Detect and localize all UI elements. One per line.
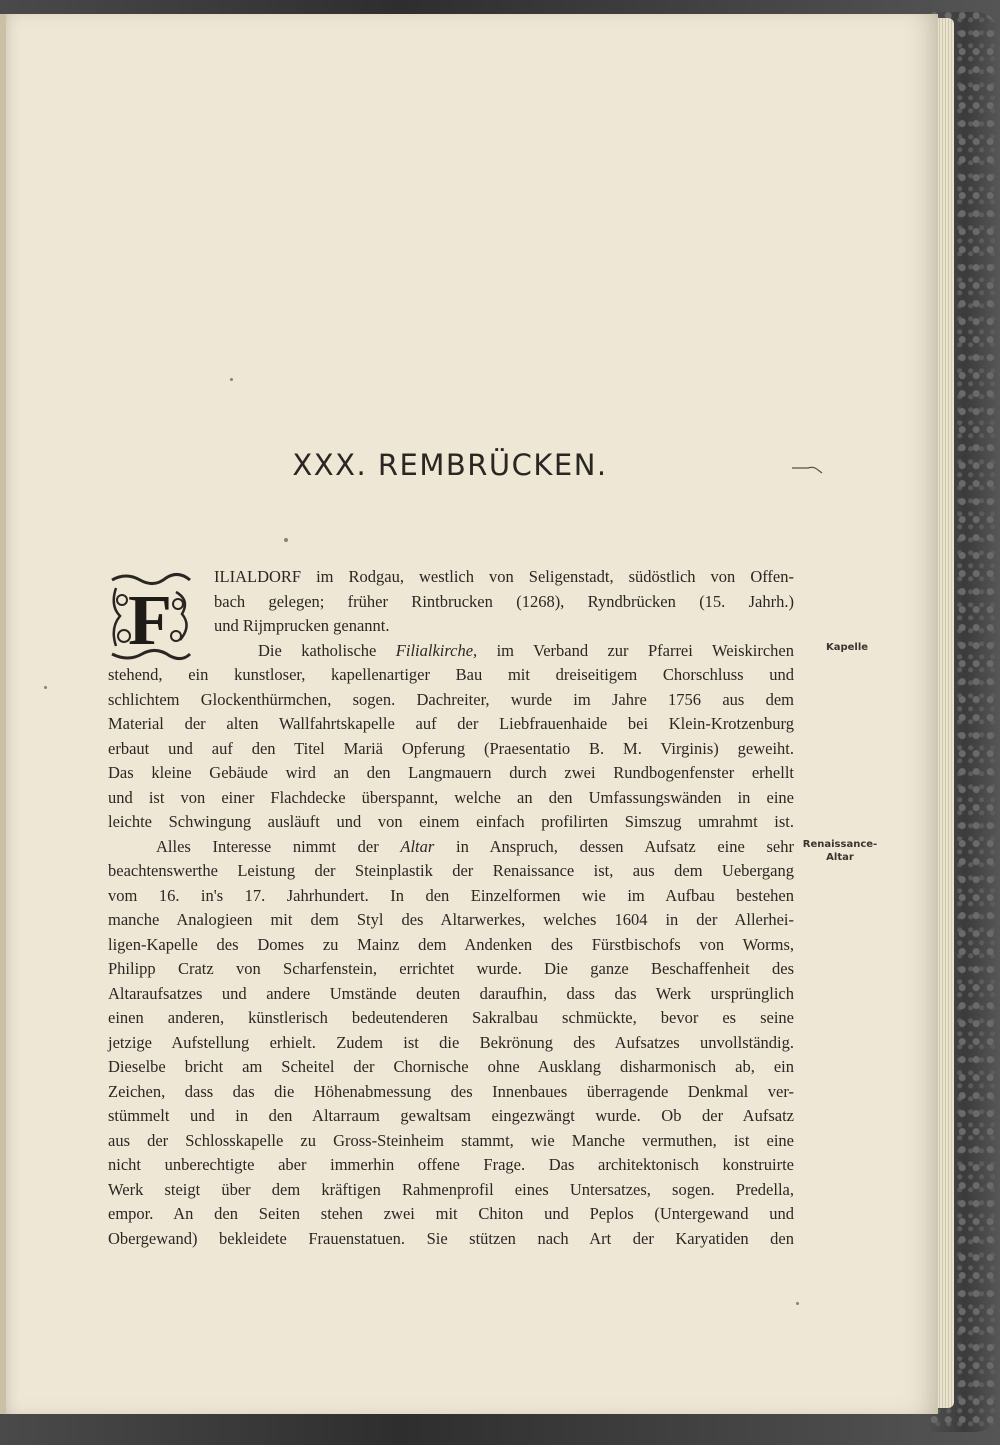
text-line: jetzige Aufstellung erhielt. Zudem ist die Bekrönung des Aufsatzes unvollständig. [108, 1032, 794, 1052]
text-line: Zeichen, dass das die Höhenabmessung des Innenbaues überragende Denkmal ver- [108, 1081, 794, 1101]
emphasis-filialkirche: Filialkirche, [395, 640, 478, 660]
ink-speck [796, 1302, 799, 1305]
body-text [108, 565, 794, 1251]
text-line: leichte Schwingung ausläuft und von einem einfach profilirten Simszug umrahmt ist. [108, 812, 794, 831]
ink-speck [230, 378, 233, 381]
text-line: Philipp Cratz von Scharfenstein, errichtet wurde. Die ganze Beschaffenheit des [108, 959, 794, 978]
text-line: stümmelt und in den Altarraum gewaltsam eingezwängt wurde. Ob der Aufsatz [108, 1106, 794, 1125]
text-line: einen anderen, künstlerisch bedeutenderen Sakralbau schmückte, bevor es seine [108, 1008, 794, 1027]
text-line: Dieselbe bricht am Scheitel der Chornische ohne Ausklang disharmonisch ab, ein [108, 1057, 794, 1076]
text-line: Die katholische Filialkirche, im Verband zur Pfarrei Weiskirchen [258, 640, 795, 660]
ink-speck [284, 538, 288, 542]
text-line: Material der alten Wallfahrtskapelle auf der Liebfrauenhaide bei Klein-Krotzenburg [108, 714, 794, 733]
text-line: beachtenswerthe Leistung der Steinplastik der Renaissance ist, aus dem Uebergang [108, 861, 794, 880]
text-line: schlichtem Glockenthürmchen, sogen. Dachreiter, wurde im Jahre 1756 aus dem [108, 689, 794, 709]
ink-mark-icon [790, 462, 830, 474]
ink-speck [44, 686, 47, 689]
emphasis-altar: Altar [400, 836, 435, 856]
paragraph-intro [108, 565, 794, 639]
text-line: ILIALDORF im Rodgau, westlich von Seligenstadt, südöstlich von Offen- [214, 567, 794, 586]
chapter-title: XXX. REMBRÜCKEN. [292, 448, 608, 482]
text-line: stehend, ein kunstloser, kapellenartiger Bau mit dreiseitigem Chorschluss und [108, 665, 794, 684]
paragraph-filialkirche [108, 639, 794, 835]
text-line: manche Analogieen mit dem Styl des Altarwerkes, welches 1604 in der Allerhei- [108, 910, 794, 929]
text-line: Alles Interesse nimmt der Altar in Anspruch, dessen Aufsatz eine sehr [156, 836, 794, 856]
text-line: empor. An den Seiten stehen zwei mit Chiton und Peplos (Untergewand und [108, 1204, 794, 1223]
text-line: Werk steigt über dem kräftigen Rahmenprofil eines Untersatzes, sogen. Predella, [108, 1179, 794, 1199]
sidenote-kapelle: Kapelle [825, 642, 869, 653]
text-line: nicht unberechtigte aber immerhin offene Frage. Das architektonisch konstruirte [108, 1155, 794, 1174]
text-line: Das kleine Gebäude wird an den Langmauern durch zwei Rundbogenfenster erhellt [108, 763, 794, 782]
text-line: erbaut und auf den Titel Mariä Opferung (Praesentatio B. M. Virginis) geweiht. [108, 738, 794, 758]
text-line: und Rijmprucken genannt. [214, 616, 390, 635]
text-line: Obergewand) bekleidete Frauenstatuen. Sie stützen nach Art der Karyatiden den [108, 1228, 794, 1248]
text-line: vom 16. in's 17. Jahrhundert. In den Einzelformen wie im Aufbau bestehen [108, 885, 794, 905]
text-line: und ist von einer Flachdecke überspannt, welche an den Umfassungswänden in eine [108, 787, 794, 807]
text-line: Altaraufsatzes und andere Umstände deuten daraufhin, dass das Werk ursprünglich [108, 983, 794, 1003]
paragraph-altar [108, 835, 794, 1252]
text-line: bach gelegen; früher Rintbrucken (1268), Ryndbrücken (15. Jahrh.) [214, 591, 794, 611]
text-line: aus der Schlosskapelle zu Gross-Steinheim stammt, wie Manche vermuthen, ist eine [108, 1130, 794, 1150]
sidenote-renaissance-altar: Renaissance- Altar [802, 839, 878, 863]
text-line: ligen-Kapelle des Domes zu Mainz dem Andenken des Fürstbischofs von Worms, [108, 934, 794, 954]
svg-text:F: F [128, 580, 172, 660]
